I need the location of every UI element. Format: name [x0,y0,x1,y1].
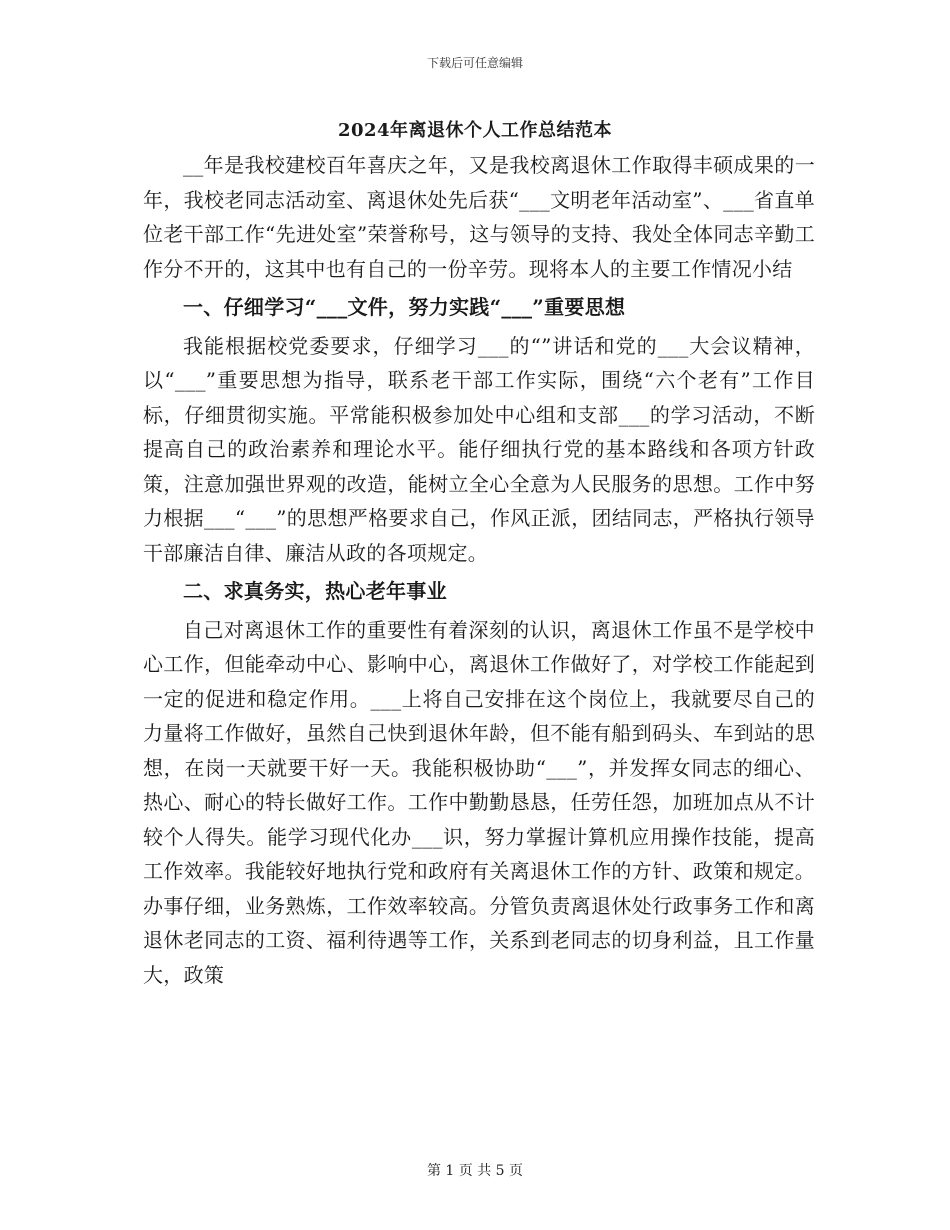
intro-paragraph: __年是我校建校百年喜庆之年，又是我校离退休工作取得丰硕成果的一年，我校老同志活动室、离退休处先后获“___文明老年活动室”、___省直单位老干部工作“先进处室”荣誉称号，这与领导的支持、我处全体同志辛勤工作分不开的，这其中也有自己的一份辛劳。现将本人的主要工作情况小结 [143,153,815,281]
section-2-heading: 二、求真务实，热心老年事业 [183,579,447,603]
page-number: 第 1 页 共 5 页 [426,1163,524,1179]
document-title: 2024年离退休个人工作总结范本 [337,120,613,141]
section-1-heading: 一、仔细学习“___文件，努力实践“___”重要思想 [183,295,626,319]
section-1-paragraph: 我能根据校党委要求，仔细学习___的“”讲话和党的___大会议精神，以“___”重要思想为指导，联系老干部工作实际，围绕“六个老有”工作目标，仔细贯彻实施。平常能积极参加处中心组和支部___的学习活动，不断提高自己的政治素养和理论水平。能仔细执行党的基本路线和各项方针政策，注意加强世界观的改造，能树立全心全意为人民服务的思想。工作中努力根据___“___”的思想严格要求自己，作风正派，团结同志，严格执行领导干部廉洁自律、廉洁从政的各项规定。 [143,333,815,565]
section-2-paragraph: 自己对离退休工作的重要性有着深刻的认识，离退休工作虽不是学校中心工作，但能牵动中心、影响中心，离退休工作做好了，对学校工作能起到一定的促进和稳定作用。___上将自己安排在这个岗位上，我就要尽自己的力量将工作做好，虽然自己快到退休年龄，但不能有船到码头、车到站的思想，在岗一天就要干好一天。我能积极协助“___”，并发挥女同志的细心、热心、耐心的特长做好工作。工作中勤勤恳恳，任劳任怨，加班加点从不计较个人得失。能学习现代化办___识，努力掌握计算机应用操作技能，提高工作效率。我能较好地执行党和政府有关离退休工作的方针、政策和规定。办事仔细，业务熟炼，工作效率较高。分管负责离退休处行政事务工作和离退休老同志的工资、福利待遇等工作，关系到老同志的切身利益，且工作量大，政策 [143,617,815,987]
document-body [143,148,815,992]
header-note: 下载后可任意编辑 [426,56,523,70]
